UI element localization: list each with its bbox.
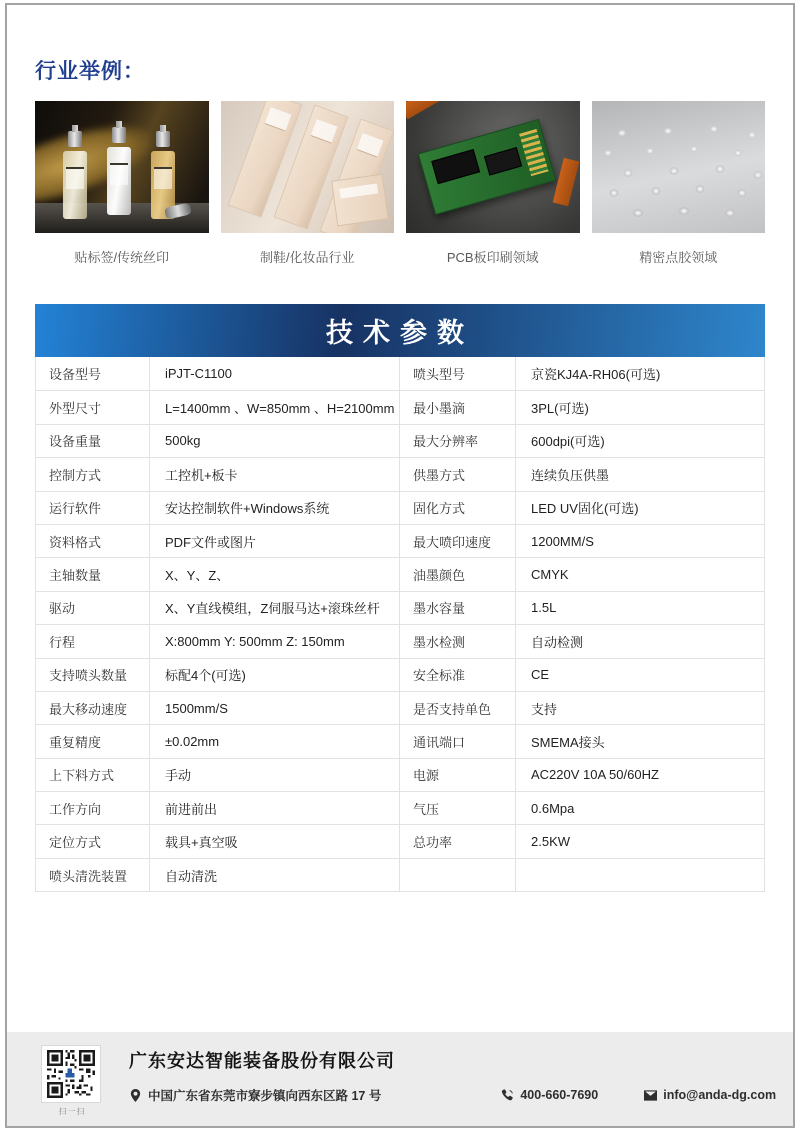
phone-text: 400-660-7690 [520,1088,599,1102]
spec-value-left: 工控机+板卡 [150,458,400,490]
spec-value-left: 1500mm/S [150,692,400,724]
spec-value-right: 3PL(可选) [531,401,589,417]
spec-table-row [36,491,764,524]
spec-value-right: CMYK [531,567,569,583]
email-text: info@anda-dg.com [663,1088,777,1102]
industry-card-cosmetics [221,101,395,266]
spec-table-row [36,758,764,791]
spec-table-row [36,591,764,624]
spec-table-row [36,557,764,590]
photo-cosmetic-bottles [35,101,209,233]
address-text: 中国广东省东莞市寮步镇向西东区路 17 号 [148,1089,382,1103]
section-title: 行业举例： [35,60,145,83]
spec-table [35,357,765,892]
spec-value-left: 500kg [150,425,400,457]
spec-banner-title: 技术参数 [35,304,765,357]
spec-label-right: 通讯端口 [400,725,516,757]
spec-label-left: 资料格式 [36,525,150,557]
spec-label-right: 电源 [400,759,516,791]
spec-value-left: L=1400mm 、W=850mm 、H=2100mm [150,391,400,423]
spec-value-left: PDF文件或图片 [150,525,400,557]
spec-label-right: 供墨方式 [400,458,516,490]
page-content [7,5,793,892]
box-shape [331,174,389,227]
spec-value-left: 标配4个(可选) [150,659,400,691]
company-name: 广东安达智能装备股份有限公司 [129,1051,395,1071]
spec-label-right: 最大分辨率 [400,425,516,457]
spec-value-right: LED UV固化(可选) [531,501,639,517]
spec-table-row [36,691,764,724]
qr-code [41,1045,101,1103]
spec-value-left: X:800mm Y: 500mm Z: 150mm [150,625,400,657]
spec-label-right: 是否支持单色 [400,692,516,724]
spec-label-right: 喷头型号 [400,357,516,390]
spec-value-left: X、Y、Z、 [150,558,400,590]
spec-label-left: 上下料方式 [36,759,150,791]
spec-label-right: 总功率 [400,825,516,857]
flex-cable-shape [552,158,579,207]
bottle-shape [107,147,131,215]
spec-label-left: 外型尺寸 [36,391,150,423]
spec-value-right: 自动检测 [531,634,584,650]
flex-cable-shape [406,101,454,119]
spec-value-right: AC220V 10A 50/60HZ [531,767,659,783]
pcb-shape [418,119,557,215]
spec-table-row [36,724,764,757]
industry-card-labeling [35,101,209,266]
contact-phone [501,1088,598,1102]
spec-label-left: 设备重量 [36,425,150,457]
qr-block [41,1045,103,1117]
spec-value-right: 连续负压供墨 [531,467,610,483]
contact-email [644,1088,776,1102]
spec-value-right: SMEMA接头 [531,734,605,750]
spec-value-left: ±0.02mm [150,725,400,757]
envelope-icon [644,1089,657,1102]
spec-label-left: 驱动 [36,592,150,624]
spec-label-right: 墨水容量 [400,592,516,624]
spec-table-row [36,791,764,824]
spec-table-row [36,524,764,557]
spec-value-left: 载具+真空吸 [150,825,400,857]
spec-table-row [36,390,764,423]
spec-value-left: 手动 [150,759,400,791]
spec-label-right: 最小墨滴 [400,391,516,423]
spec-label-left: 定位方式 [36,825,150,857]
spec-value-right: 600dpi(可选) [531,434,605,450]
spec-label-right: 固化方式 [400,492,516,524]
qr-caption: 扫一扫 [58,1107,86,1116]
spec-value-right: 京瓷KJ4A-RH06(可选) [531,367,661,383]
bottle-shape [63,151,87,219]
spec-table-row [36,424,764,457]
photo-pcb-board [406,101,580,233]
spec-value-left: iPJT-C1100 [150,357,400,390]
spec-label-left: 最大移动速度 [36,692,150,724]
spec-value-left: 自动清洗 [150,859,400,891]
industry-caption: 精密点胶领域 [639,250,718,265]
spec-label-right: 墨水检测 [400,625,516,657]
spec-table-row [36,357,764,390]
contact-row [129,1086,776,1104]
spec-table-row [36,624,764,657]
footer [7,1032,793,1126]
spec-label-left: 工作方向 [36,792,150,824]
spec-value-left: X、Y直线模组，Z伺服马达+滚珠丝杆 [150,592,400,624]
spec-label-right: 气压 [400,792,516,824]
spec-value-right: 0.6Mpa [531,800,575,816]
photo-cosmetic-boxes [221,101,395,233]
industry-caption: 制鞋/化妆品行业 [259,250,355,265]
gold-ribbon-shape [35,109,161,212]
spec-label-left: 重复精度 [36,725,150,757]
spec-label-right: 最大喷印速度 [400,525,516,557]
industry-caption: 贴标签/传统丝印 [74,250,170,265]
spec-label-left: 主轴数量 [36,558,150,590]
spec-value-right: 2.5KW [531,834,571,850]
footer-info [129,1045,776,1104]
spec-value-left: 前进前出 [150,792,400,824]
spec-value-left: 安达控制软件+Windows系统 [150,492,400,524]
spec-label-left: 支持喷头数量 [36,659,150,691]
phone-icon [501,1089,514,1102]
spec-label-right: 安全标准 [400,659,516,691]
location-pin-icon [129,1089,142,1102]
spec-label-left: 设备型号 [36,357,150,390]
spec-label-left: 行程 [36,625,150,657]
industry-examples [35,101,765,266]
spec-table-row [36,658,764,691]
spec-label-left: 喷头清洗装置 [36,859,150,891]
spec-value-right: 1200MM/S [531,533,594,549]
spec-value-right [516,859,764,891]
spec-label-right: 油墨颜色 [400,558,516,590]
photo-glue-dots [592,101,766,233]
spec-value-right: 1.5L [531,600,557,616]
spec-table-row [36,457,764,490]
industry-card-pcb [406,101,580,266]
industry-card-dispensing [592,101,766,266]
spec-label-left: 控制方式 [36,458,150,490]
spec-value-right: 支持 [531,701,558,717]
spec-value-right: CE [531,667,550,683]
brochure-page [5,3,795,1128]
spec-label-left: 运行软件 [36,492,150,524]
contact-address [129,1086,381,1104]
spec-table-row [36,858,764,891]
industry-caption: PCB板印刷领域 [446,250,539,265]
spec-table-row [36,824,764,857]
spec-label-right [400,859,516,891]
